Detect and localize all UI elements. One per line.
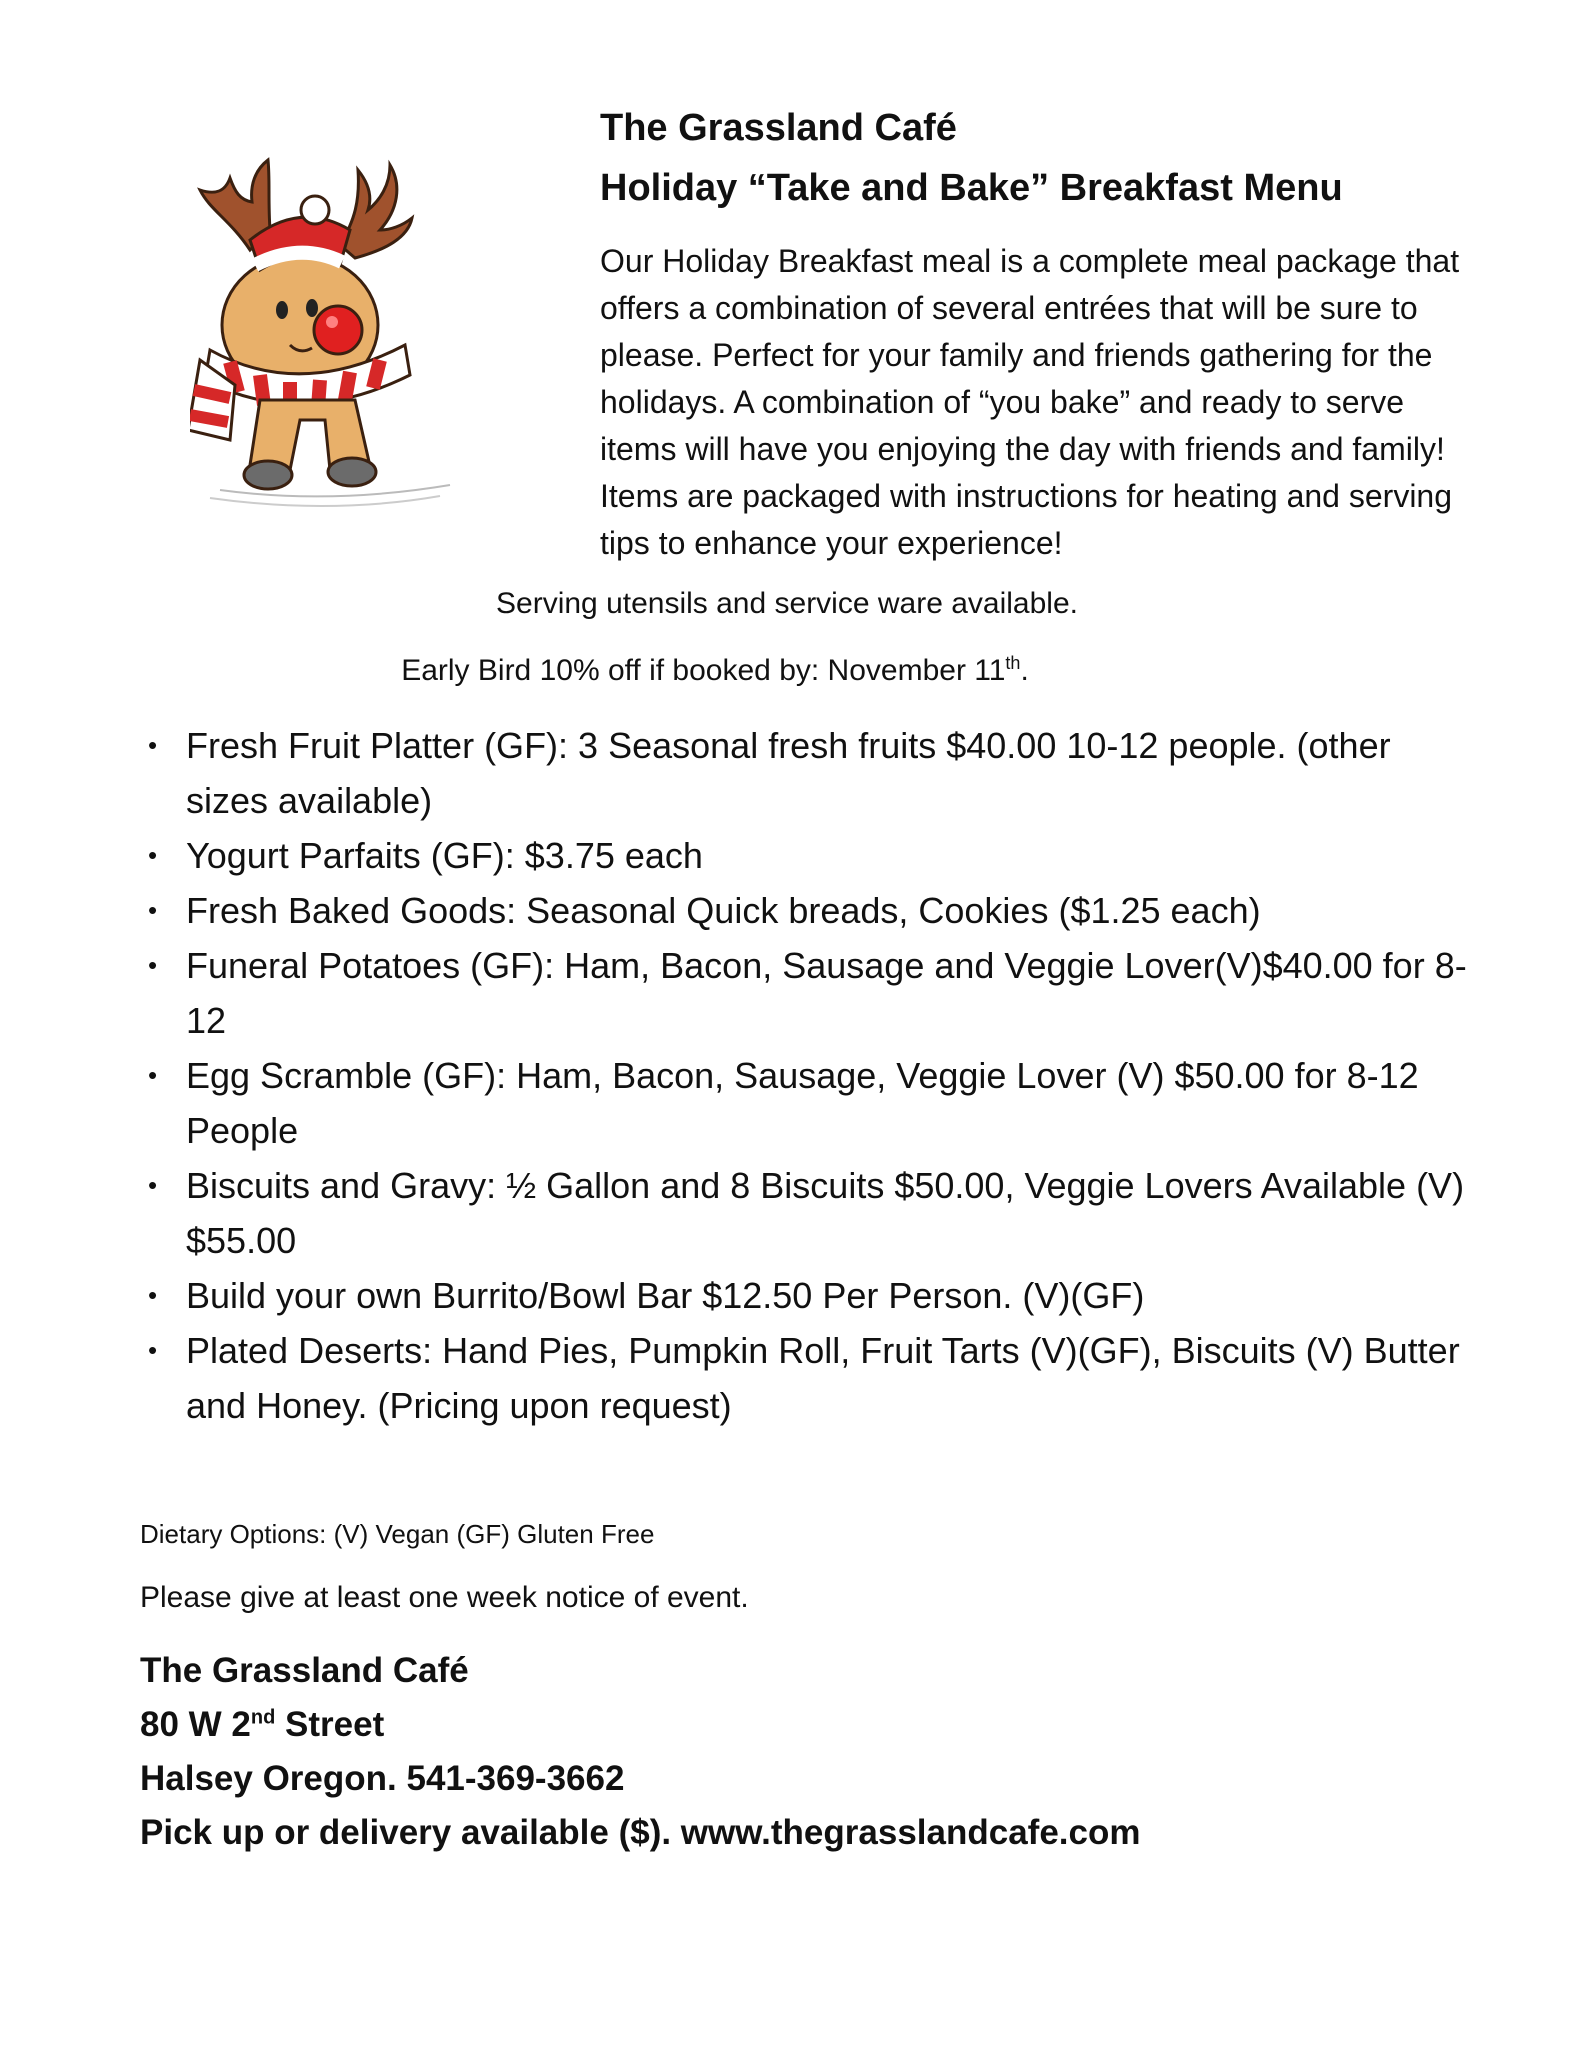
red-nose-icon (314, 306, 362, 354)
early-bird-superscript: th (1005, 653, 1021, 673)
notice-text: Please give at least one week notice of event. (140, 1581, 749, 1614)
contact-street (140, 1698, 1140, 1752)
menu-header (600, 98, 1500, 567)
street-superscript: nd (250, 1706, 276, 1729)
menu-item-fruit-platter (140, 718, 1470, 828)
bullet-icon: • (148, 1060, 158, 1090)
cafe-title: The Grassland Café (600, 107, 957, 149)
menu-item-text: Biscuits and Gravy: ½ Gallon and 8 Biscuits $50.00, Veggie Lovers Available (V) $55.00 (186, 1165, 1465, 1261)
bullet-icon: • (148, 730, 158, 760)
street-text: 80 W 2 (140, 1705, 251, 1744)
menu-item-yogurt-parfaits (140, 828, 1470, 883)
hoof-icon (244, 461, 292, 489)
menu-item-biscuits-gravy (140, 1158, 1470, 1268)
dietary-options: Dietary Options: (V) Vegan (GF) Gluten Free (140, 1519, 655, 1549)
contact-name: The Grassland Café (140, 1651, 469, 1690)
menu-item-funeral-potatoes (140, 938, 1470, 1048)
bullet-icon: • (148, 840, 158, 870)
menu-item-plated-deserts (140, 1323, 1470, 1433)
utensils-note: Serving utensils and service ware available. (496, 587, 1078, 620)
menu-item-text: Egg Scramble (GF): Ham, Bacon, Sausage, Veggie Lover (V) $50.00 for 8-12 People (186, 1055, 1419, 1151)
menu-item-text: Yogurt Parfaits (GF): $3.75 each (186, 835, 703, 876)
street-suffix: Street (275, 1705, 385, 1744)
hoof-icon (328, 458, 376, 486)
menu-title: Holiday “Take and Bake” Breakfast Menu (600, 167, 1343, 209)
contact-block (140, 1644, 1140, 1860)
early-bird-note (0, 651, 1506, 691)
bullet-icon: • (148, 1280, 158, 1310)
menu-item-egg-scramble (140, 1048, 1470, 1158)
menu-item-text: Fresh Fruit Platter (GF): 3 Seasonal fresh fruits $40.00 10-12 people. (other sizes available) (186, 725, 1391, 821)
intro-paragraph: Our Holiday Breakfast meal is a complete meal package that offers a combination of several entrées that will be sure to please. Perfect for your family and friends gathering for the holidays. A combination of “you bake” and ready to serve items will have you enjoying the day with friends and family! Items are packaged with instructions for heating and serving tips to enhance your experience! (600, 243, 1460, 561)
bullet-icon: • (148, 950, 158, 980)
menu-item-baked-goods (140, 883, 1470, 938)
early-bird-period: . (1020, 654, 1029, 687)
bullet-icon: • (148, 1335, 158, 1365)
menu-item-text: Fresh Baked Goods: Seasonal Quick breads, Cookies ($1.25 each) (186, 890, 1261, 931)
menu-item-burrito-bar (140, 1268, 1470, 1323)
early-bird-text: Early Bird 10% off if booked by: November 11 (401, 654, 1006, 687)
menu-list (140, 718, 1470, 1433)
reindeer-illustration (190, 130, 470, 510)
menu-item-text: Build your own Burrito/Bowl Bar $12.50 Per Person. (V)(GF) (186, 1275, 1145, 1316)
bullet-icon: • (148, 895, 158, 925)
bullet-icon: • (148, 1170, 158, 1200)
contact-city-phone: Halsey Oregon. 541-369-3662 (140, 1759, 625, 1798)
menu-item-text: Funeral Potatoes (GF): Ham, Bacon, Sausage and Veggie Lover(V)$40.00 for 8-12 (186, 945, 1467, 1041)
menu-item-text: Plated Deserts: Hand Pies, Pumpkin Roll, Fruit Tarts (V)(GF), Biscuits (V) Butter and Honey. (Pricing upon request) (186, 1330, 1460, 1426)
contact-delivery: Pick up or delivery available ($). www.thegrasslandcafe.com (140, 1813, 1141, 1852)
